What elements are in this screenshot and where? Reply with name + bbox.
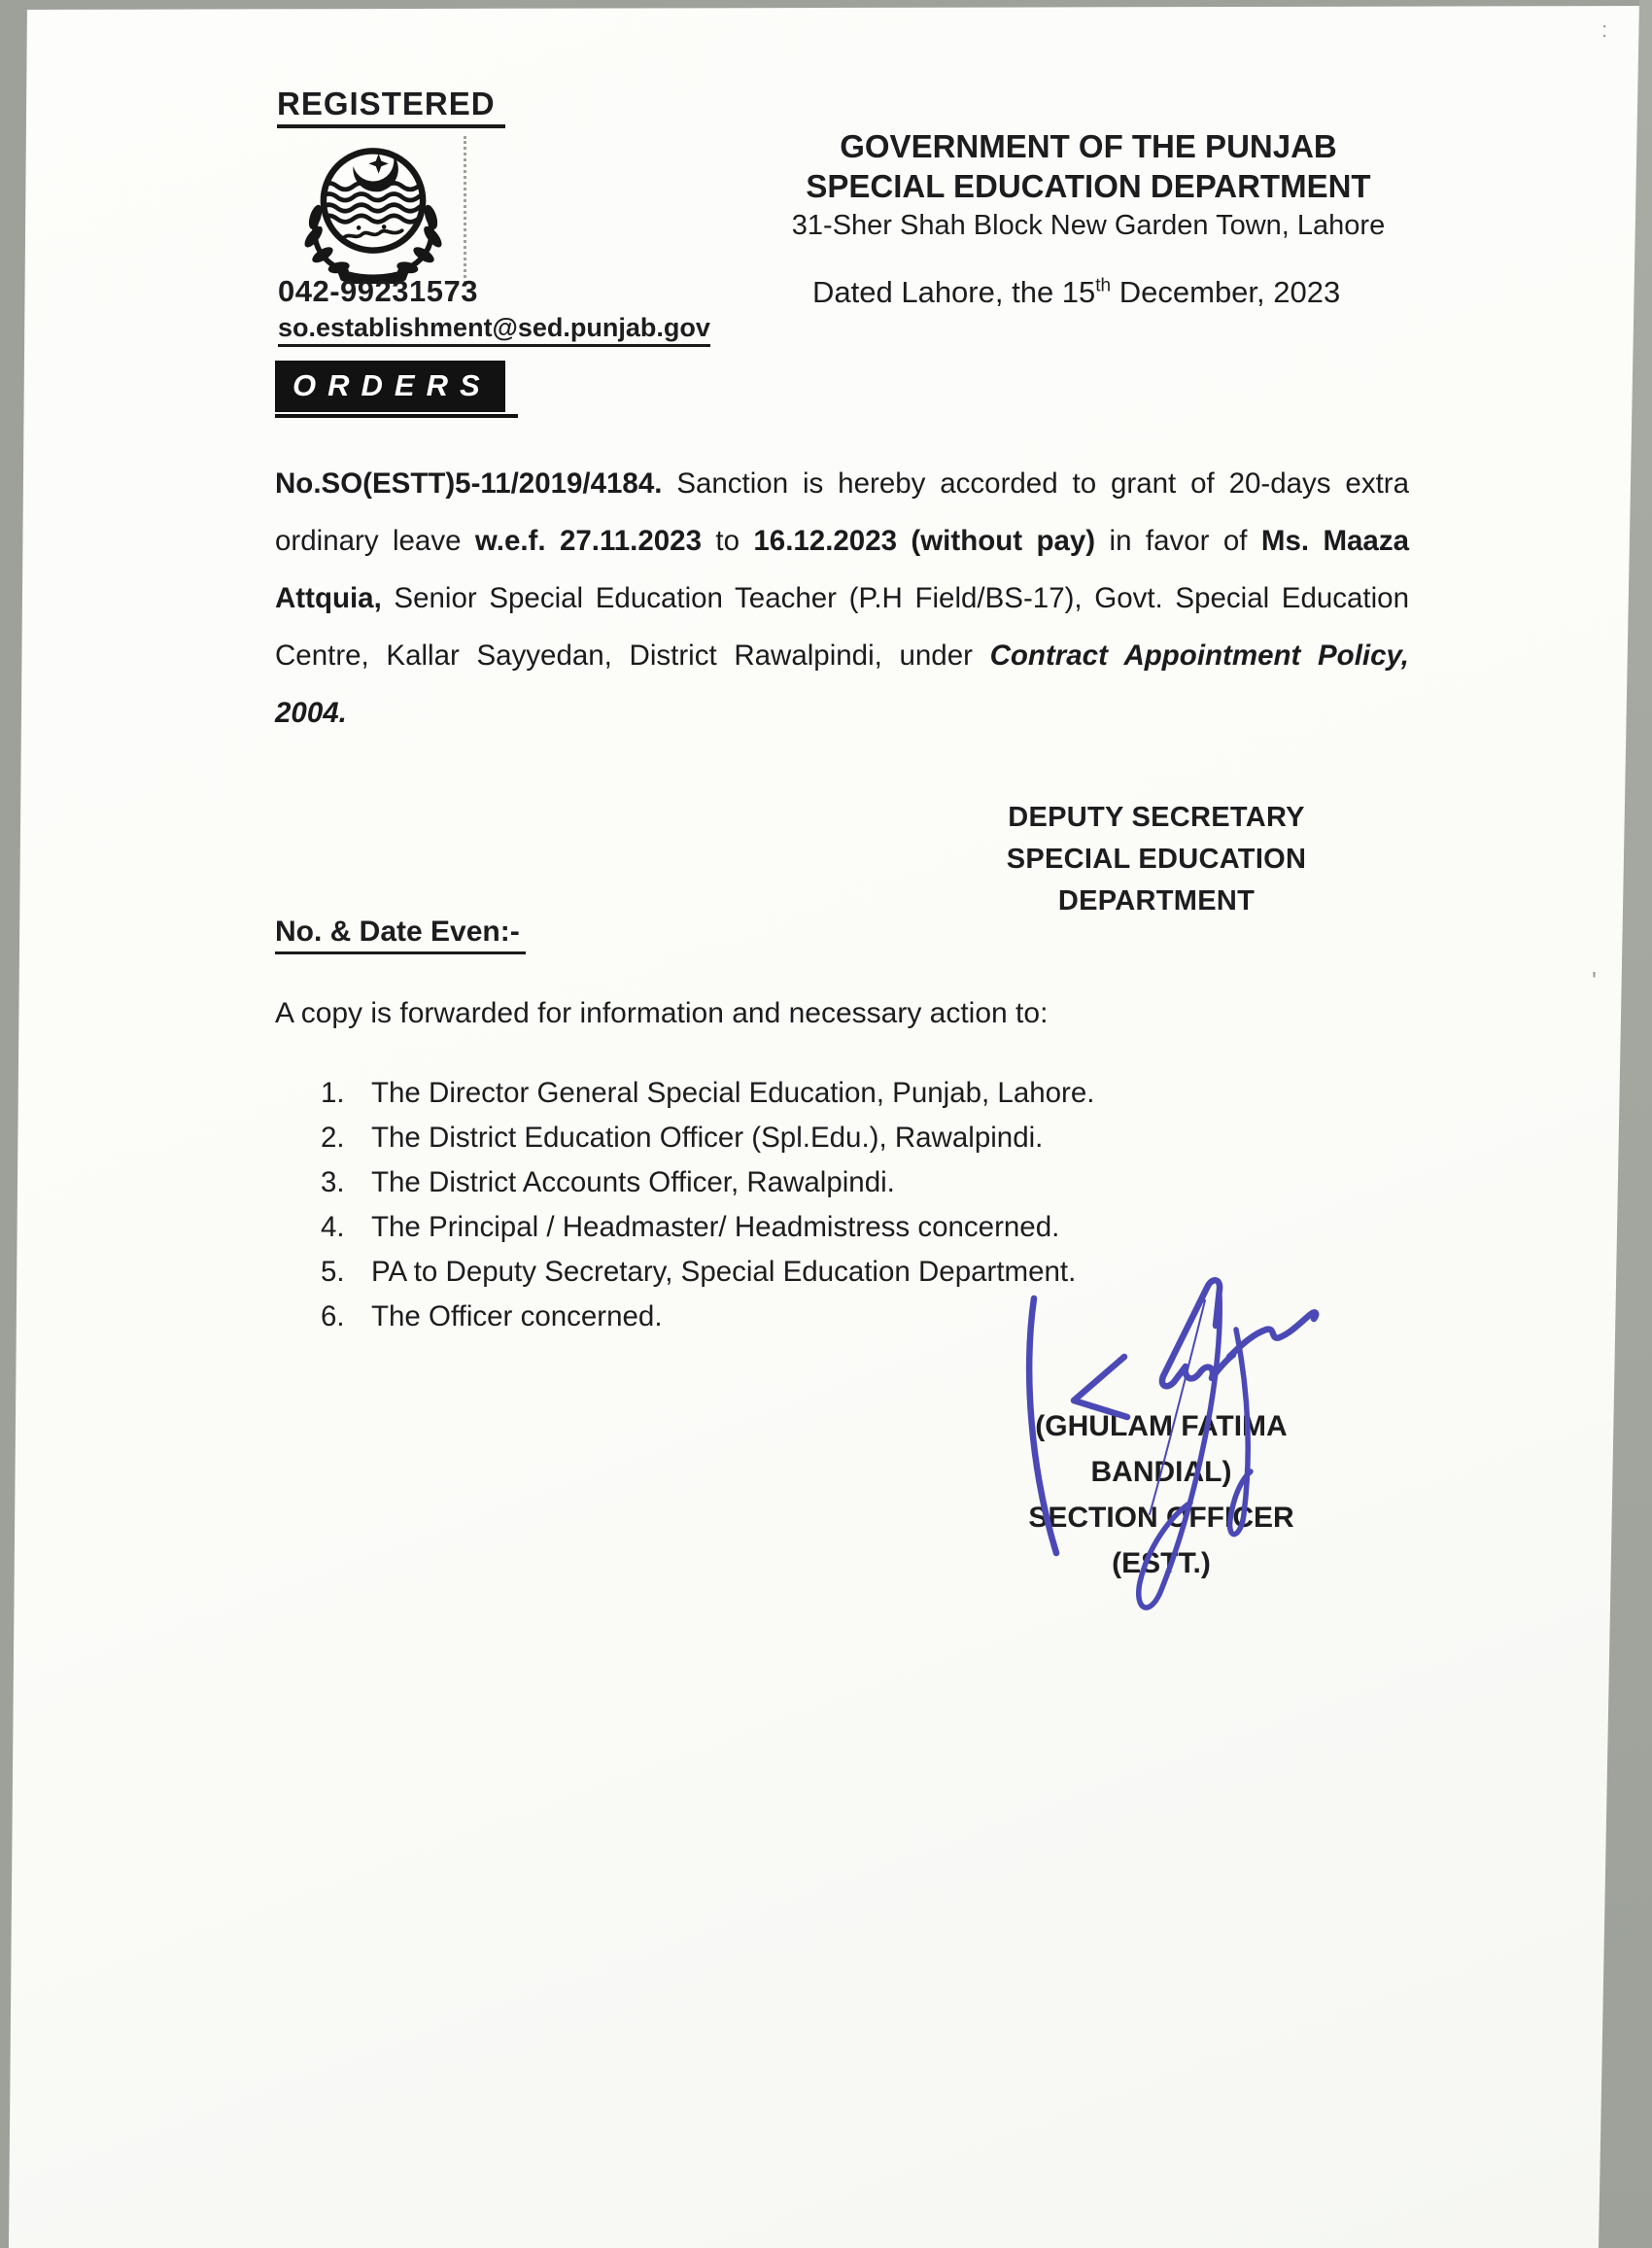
signoff-line: DEPARTMENT [1057,885,1256,916]
date-line-rest: December, 2023 [1111,275,1341,309]
signoff-line: DEPUTY SECRETARY [1008,802,1305,833]
leave-start-date: w.e.f. 27.11.2023 [474,525,702,557]
department-title: SPECIAL EDUCATION DEPARTMENT [806,168,1371,204]
body-text: Senior Special Education Teacher (P.H Field/BS-17), Govt. Special Education Centre, Kallar Sayyedan, District Rawalpindi, under [275,582,1409,672]
body-text: in favor of [1095,525,1261,557]
cc-item [321,1295,1095,1339]
cc-item [321,1205,1095,1250]
cc-list [321,1071,1095,1339]
scan-edge-top [0,0,1652,10]
orders-heading: ORDERS [275,361,505,412]
email-address: so.establishment@sed.punjab.gov [278,313,710,347]
dotted-divider [464,136,466,284]
scan-artifact-mark: : [1601,17,1608,42]
cc-item-number: 5. [321,1256,345,1288]
scan-edge-left [0,0,29,2248]
body-text: Sanction is hereby accorded to grant of 20-days extra ordinary leave [275,467,1409,557]
forward-line: A copy is forwarded for information and necessary action to: [275,997,1049,1029]
date-line [812,275,1340,310]
cc-item-text: The Officer concerned. [371,1300,663,1332]
registered-label: REGISTERED [277,86,505,128]
body-text: to [701,525,754,557]
employee-name: Ms. Maaza Attquia, [275,525,1409,614]
signatory-title: SECTION OFFICER (ESTT.) [1028,1502,1294,1579]
handwritten-signature [991,1242,1322,1631]
reference-number: No.SO(ESTT)5-11/2019/4184. [275,467,663,500]
orders-heading-block [275,361,518,418]
cc-item-number: 6. [321,1300,345,1332]
cc-item-number: 3. [321,1166,345,1198]
cc-item [321,1071,1095,1116]
signoff-block [991,797,1322,922]
scan-artifact-mark: ' [1592,966,1597,995]
phone-number: 042-99231573 [278,274,478,308]
signatory-name: (GHULAM FATIMA BANDIAL) [1035,1410,1288,1488]
cc-item-text: The Principal / Headmaster/ Headmistress concerned. [371,1211,1060,1243]
cc-item [321,1160,1095,1205]
punjab-government-emblem-icon [280,130,466,284]
government-title: GOVERNMENT OF THE PUNJAB [840,128,1337,164]
cc-item-text: PA to Deputy Secretary, Special Education Department. [371,1256,1077,1288]
date-ordinal-suffix: th [1095,275,1112,296]
cc-item [321,1116,1095,1160]
cc-item-number: 2. [321,1122,345,1154]
cc-item-number: 4. [321,1211,345,1243]
cc-item-text: The District Education Officer (Spl.Edu.), Rawalpindi. [371,1122,1044,1154]
cc-item-text: The District Accounts Officer, Rawalpindi. [371,1166,895,1198]
order-body-paragraph [275,455,1409,742]
date-line-text: Dated Lahore, the 15 [812,275,1096,309]
cc-item-text: The Director General Special Education, Punjab, Lahore. [371,1077,1095,1109]
leave-end-date: 16.12.2023 (without pay) [753,525,1096,557]
policy-reference: Contract Appointment Policy, 2004. [275,640,1410,729]
signoff-line: SPECIAL EDUCATION [1006,844,1307,875]
orders-underline [275,414,518,418]
no-date-even-label: No. & Date Even:- [275,916,526,954]
cc-item [321,1250,1095,1295]
scan-edge-right [1594,0,1652,2248]
department-address: 31-Sher Shah Block New Garden Town, Lahore [791,210,1386,241]
cc-item-number: 1. [321,1077,345,1109]
letterhead [768,126,1409,246]
